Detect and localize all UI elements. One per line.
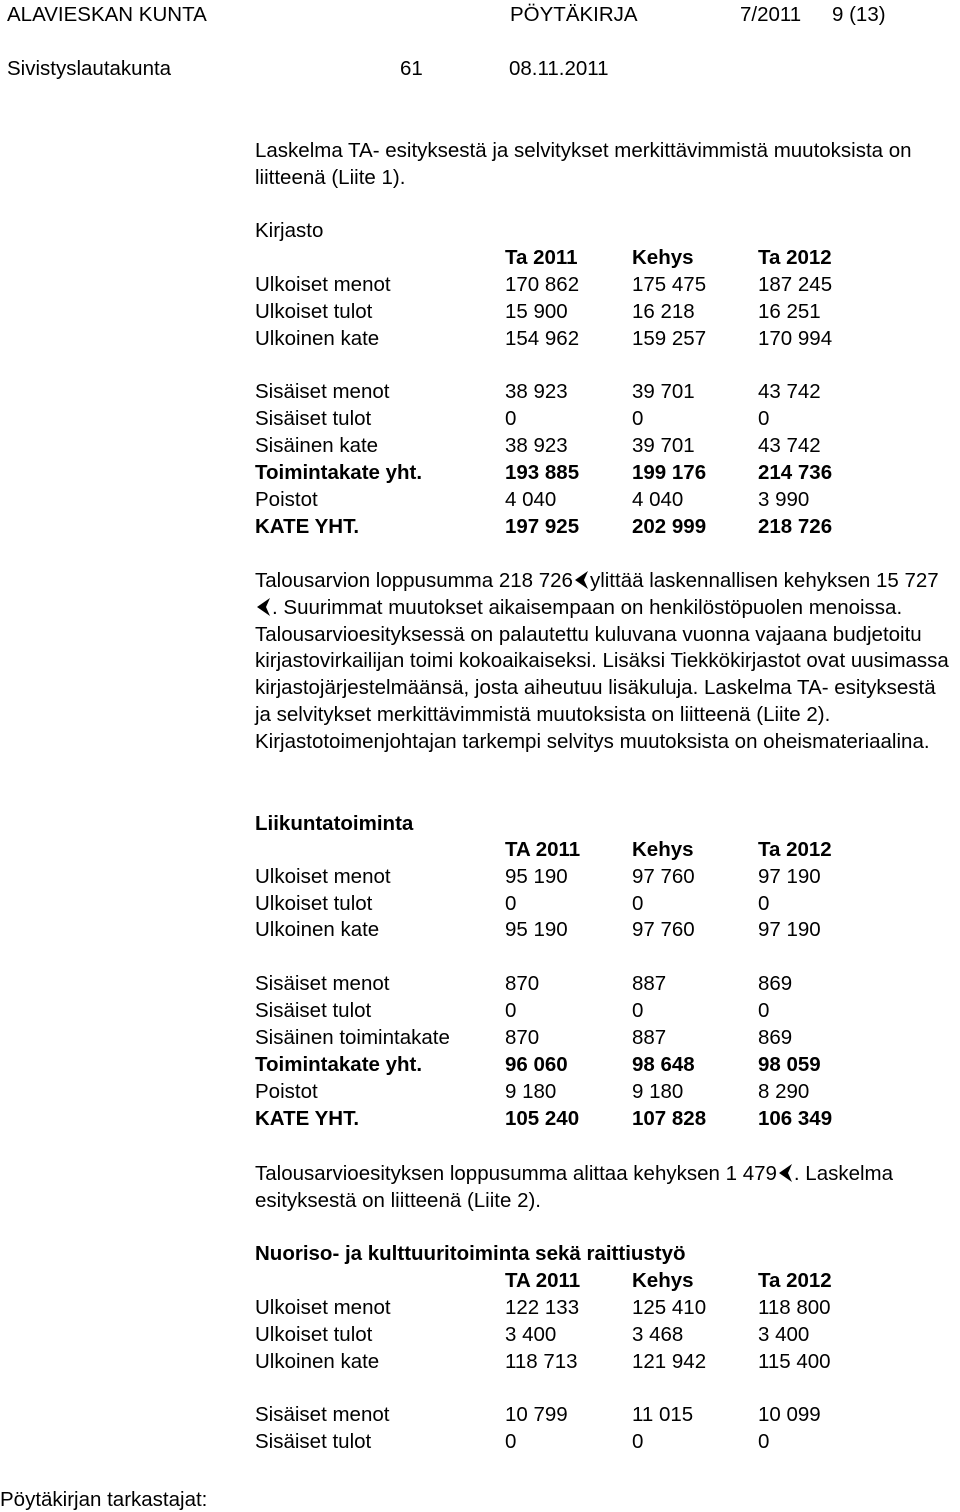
row-label: KATE YHT. — [255, 515, 360, 538]
table-cell: 0 — [758, 999, 770, 1022]
table-cell: 0 — [758, 407, 770, 430]
document-type: PÖYTÄKIRJA — [510, 3, 638, 26]
table-cell: 214 736 — [758, 461, 833, 484]
table-cell: 0 — [632, 892, 644, 915]
table-cell: 159 257 — [632, 327, 707, 350]
table-cell: 869 — [758, 972, 793, 995]
kirjasto-title: Kirjasto — [255, 219, 324, 242]
table-cell: 10 799 — [505, 1403, 568, 1426]
table-cell: 106 349 — [758, 1107, 833, 1130]
table-cell: 43 742 — [758, 434, 821, 457]
kirjasto-text-a: Talousarvion loppusumma 218 726 — [255, 569, 573, 592]
table-cell: 187 245 — [758, 273, 833, 296]
row-label: Toimintakate yht. — [255, 1053, 423, 1076]
table-cell: 170 994 — [758, 327, 833, 350]
euro-icon — [257, 598, 270, 616]
row-label: Ulkoiset menot — [255, 273, 391, 296]
table-cell: 170 862 — [505, 273, 580, 296]
row-label: Toimintakate yht. — [255, 461, 423, 484]
table-cell: 122 133 — [505, 1296, 580, 1319]
table-cell: 0 — [505, 407, 517, 430]
row-label: Sisäinen toimintakate — [255, 1026, 450, 1049]
section-number: 61 — [400, 57, 423, 80]
table-cell: 125 410 — [632, 1296, 707, 1319]
table-cell: 0 — [632, 407, 644, 430]
table-cell: 3 400 — [758, 1323, 810, 1346]
row-label: Sisäiset menot — [255, 380, 390, 403]
column-header: TA 2011 — [505, 1269, 581, 1292]
table-cell: 0 — [758, 1430, 770, 1453]
row-label: Ulkoiset menot — [255, 1296, 391, 1319]
table-cell: 199 176 — [632, 461, 707, 484]
kirjasto-text-b: ylittää laskennallisen kehyksen 15 727 — [589, 569, 939, 592]
table-cell: 97 760 — [632, 865, 695, 888]
table-cell: 38 923 — [505, 380, 568, 403]
nuoriso-title: Nuoriso- ja kulttuuritoiminta sekä raittiustyö — [255, 1242, 686, 1265]
liikunta-title: Liikuntatoiminta — [255, 812, 414, 835]
table-cell: 3 400 — [505, 1323, 557, 1346]
table-cell: 0 — [758, 892, 770, 915]
row-label: Sisäinen kate — [255, 434, 379, 457]
document-number: 7/2011 — [740, 3, 802, 26]
column-header: Ta 2012 — [758, 838, 832, 861]
column-header: TA 2011 — [505, 838, 581, 861]
table-cell: 11 015 — [632, 1403, 694, 1426]
column-header: Ta 2012 — [758, 1269, 832, 1292]
table-cell: 154 962 — [505, 327, 580, 350]
board-name: Sivistyslautakunta — [7, 57, 172, 80]
table-cell: 3 468 — [632, 1323, 684, 1346]
table-cell: 118 713 — [505, 1350, 578, 1373]
liikunta-paragraph — [255, 1161, 953, 1215]
table-cell: 193 885 — [505, 461, 580, 484]
row-label: KATE YHT. — [255, 1107, 360, 1130]
row-label: Ulkoinen kate — [255, 1350, 380, 1373]
table-cell: 38 923 — [505, 434, 568, 457]
table-cell: 869 — [758, 1026, 793, 1049]
row-label: Sisäiset tulot — [255, 999, 372, 1022]
table-cell: 202 999 — [632, 515, 707, 538]
meeting-date: 08.11.2011 — [509, 57, 609, 80]
table-cell: 95 190 — [505, 865, 568, 888]
table-cell: 105 240 — [505, 1107, 580, 1130]
table-cell: 8 290 — [758, 1080, 810, 1103]
column-header: Kehys — [632, 838, 694, 861]
table-cell: 97 760 — [632, 918, 695, 941]
row-label: Sisäiset menot — [255, 1403, 390, 1426]
row-label: Ulkoinen kate — [255, 918, 380, 941]
table-cell: 870 — [505, 972, 540, 995]
table-cell: 107 828 — [632, 1107, 707, 1130]
table-cell: 10 099 — [758, 1403, 821, 1426]
table-cell: 98 648 — [632, 1053, 695, 1076]
reviewers-label: Pöytäkirjan tarkastajat: — [0, 1488, 208, 1511]
kirjasto-text-c: . Suurimmat muutokset aikaisempaan on henkilöstöpuolen menoissa. Talousarvioesityksessä on palautettu kuluvana vuonna vajaana budjetoitu kirjastovirkailijan toimi kokoaikaiseksi. Lisäksi Tiekkökirjastot ovat uusimassa kirjastojärjestelmäänsä, josta aiheutuu lisäkuluja. Laskelma TA- esityksestä ja selvitykset merkittävimmistä muutoksista on liitteenä (Liite 2). Kirjastotoimenjohtajan tarkempi selvitys muutoksista on oheismateriaalina. — [255, 595, 949, 753]
column-header: Kehys — [632, 1269, 694, 1292]
organization-name: ALAVIESKAN KUNTA — [7, 3, 207, 26]
table-cell: 0 — [505, 999, 517, 1022]
table-cell: 97 190 — [758, 865, 821, 888]
page-number: 9 (13) — [832, 3, 886, 26]
kirjasto-paragraph — [255, 568, 953, 756]
table-cell: 115 400 — [758, 1350, 831, 1373]
table-cell: 0 — [505, 1430, 517, 1453]
row-label: Poistot — [255, 488, 318, 511]
table-cell: 887 — [632, 972, 667, 995]
row-label: Poistot — [255, 1080, 318, 1103]
table-cell: 3 990 — [758, 488, 810, 511]
euro-icon — [575, 571, 588, 589]
table-cell: 887 — [632, 1026, 667, 1049]
table-cell: 4 040 — [632, 488, 684, 511]
table-cell: 118 800 — [758, 1296, 831, 1319]
table-cell: 9 180 — [632, 1080, 684, 1103]
table-cell: 121 942 — [632, 1350, 707, 1373]
table-cell: 96 060 — [505, 1053, 568, 1076]
table-cell: 197 925 — [505, 515, 580, 538]
table-cell: 9 180 — [505, 1080, 557, 1103]
table-cell: 95 190 — [505, 918, 568, 941]
column-header: Ta 2011 — [505, 246, 578, 269]
column-header: Kehys — [632, 246, 694, 269]
table-cell: 43 742 — [758, 380, 821, 403]
table-cell: 15 900 — [505, 300, 568, 323]
row-label: Ulkoiset tulot — [255, 300, 373, 323]
liikunta-text-b: . Laskelma esityksestä on liitteenä (Liite 2). — [255, 1162, 894, 1212]
row-label: Sisäiset tulot — [255, 1430, 372, 1453]
table-cell: 175 475 — [632, 273, 707, 296]
table-cell: 16 251 — [758, 300, 821, 323]
row-label: Ulkoiset tulot — [255, 1323, 373, 1346]
table-cell: 98 059 — [758, 1053, 821, 1076]
table-cell: 39 701 — [632, 434, 695, 457]
row-label: Ulkoinen kate — [255, 327, 380, 350]
table-cell: 39 701 — [632, 380, 695, 403]
row-label: Sisäiset menot — [255, 972, 390, 995]
liikunta-text-a: Talousarvioesityksen loppusumma alittaa kehyksen 1 479 — [255, 1162, 777, 1185]
table-cell: 218 726 — [758, 515, 833, 538]
column-header: Ta 2012 — [758, 246, 832, 269]
table-cell: 4 040 — [505, 488, 557, 511]
table-cell: 870 — [505, 1026, 540, 1049]
table-cell: 0 — [505, 892, 517, 915]
row-label: Sisäiset tulot — [255, 407, 372, 430]
row-label: Ulkoiset menot — [255, 865, 391, 888]
table-cell: 97 190 — [758, 918, 821, 941]
euro-icon — [779, 1164, 792, 1182]
table-cell: 0 — [632, 1430, 644, 1453]
table-cell: 16 218 — [632, 300, 695, 323]
intro-paragraph: Laskelma TA- esityksestä ja selvitykset merkittävimmistä muutoksista on liitteenä (Liite 1). — [255, 139, 912, 189]
table-cell: 0 — [632, 999, 644, 1022]
row-label: Ulkoiset tulot — [255, 892, 373, 915]
